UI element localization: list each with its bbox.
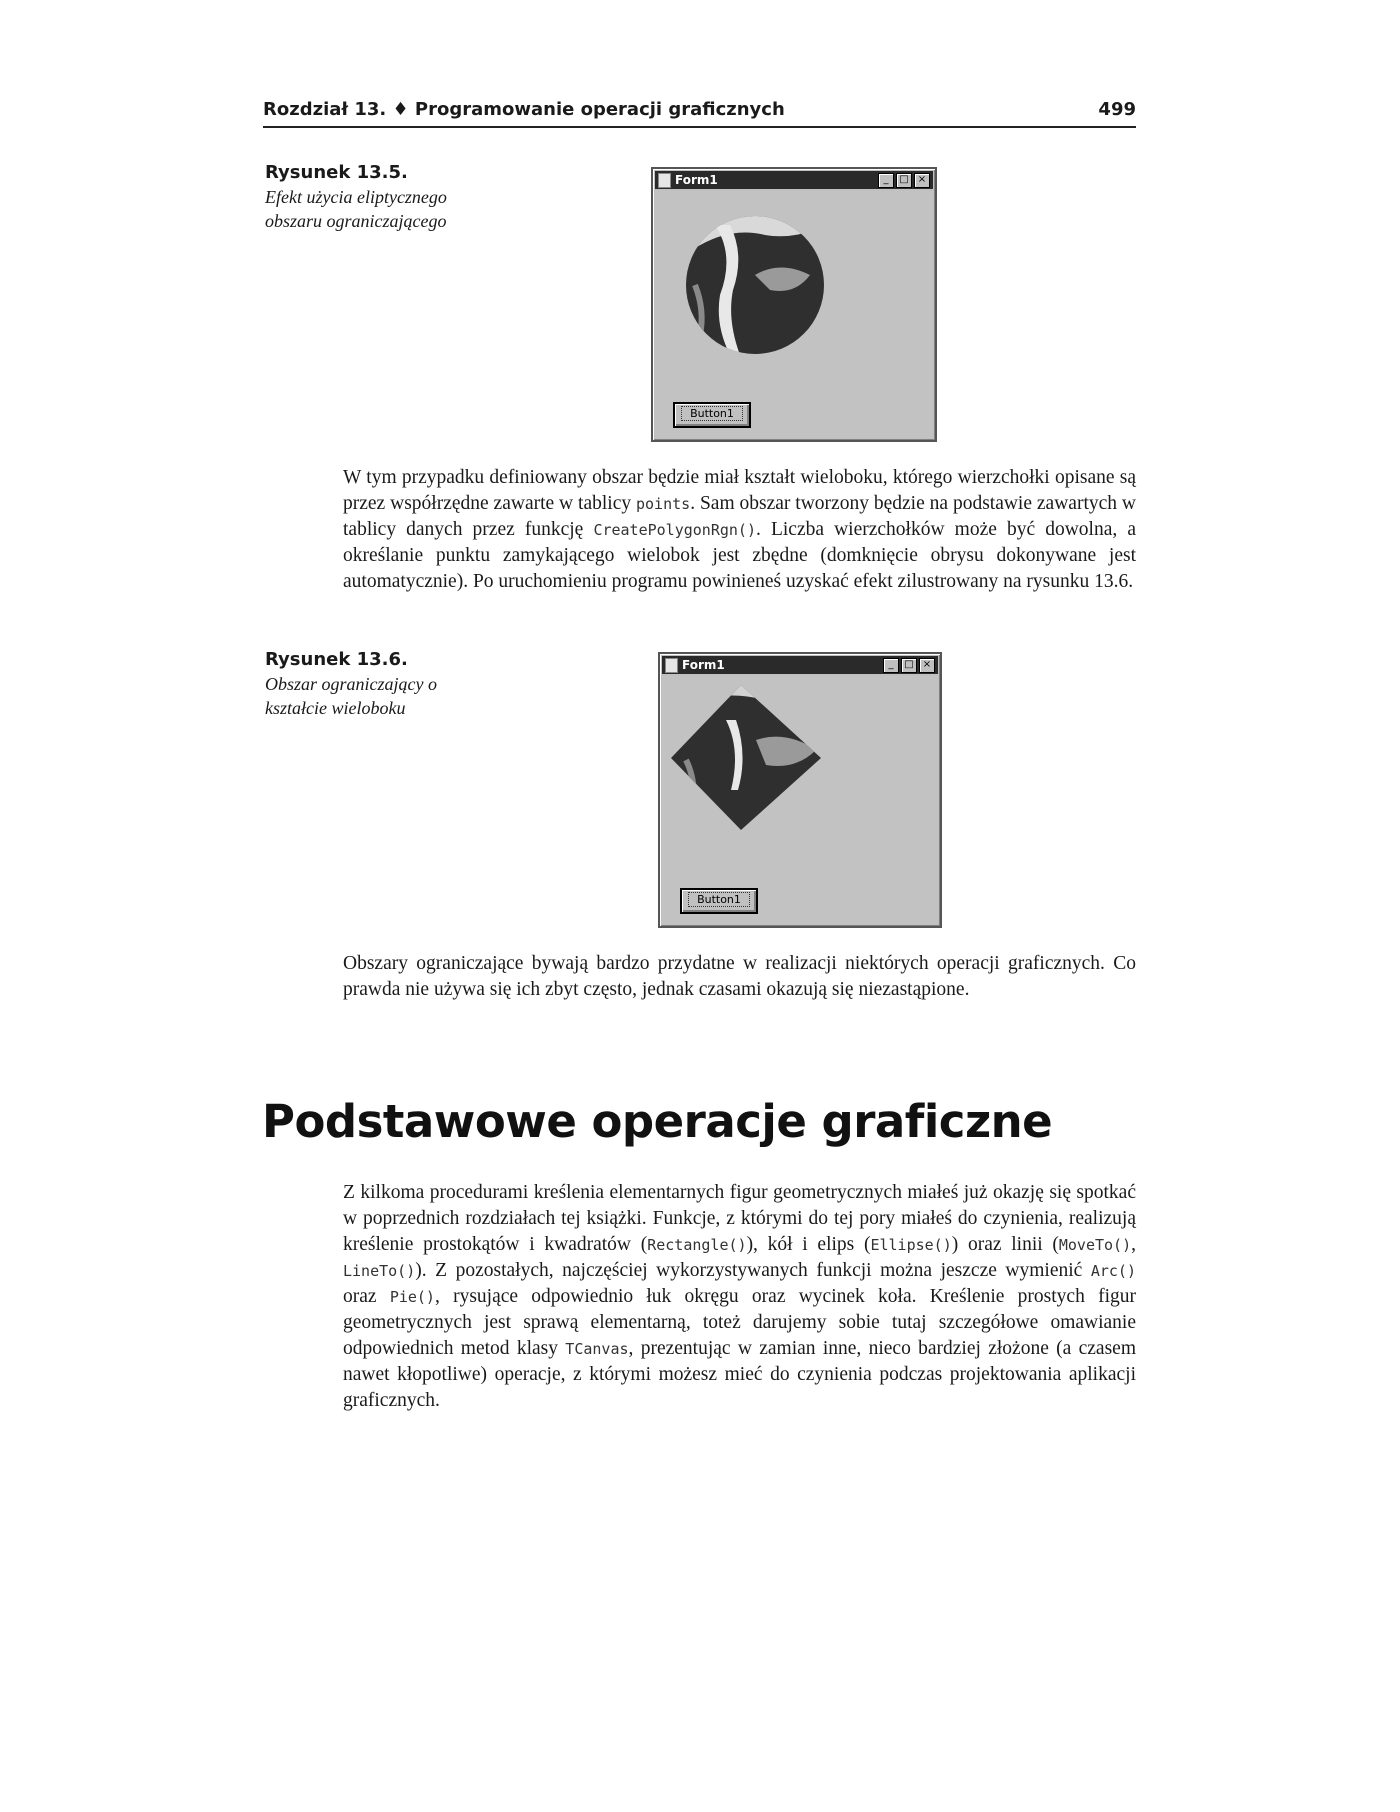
page-number: 499	[1098, 99, 1136, 120]
figure-caption-13-5	[265, 161, 465, 233]
window-titlebar	[655, 171, 933, 189]
application-icon	[665, 658, 678, 673]
elliptic-region-image	[685, 215, 825, 355]
paragraph-1: W tym przypadku definiowany obszar będzie miał kształt wieloboku, którego wierzchołki opisane są przez współrzędne zawarte w tablicy points. Sam obszar tworzony będzie na podstawie zawartych w tablicy danych przez funkcję CreatePolygonRgn(). Liczba wierzchołków może być dowolna, a określanie punktu zamykającego wielobok jest zbędne (domknięcie obrysu dokonywane jest automatycznie). Po uruchomieniu programu powinieneś uzyskać efekt zilustrowany na rysunku 13.6.	[343, 467, 1136, 592]
code-arc: Arc()	[1090, 1262, 1136, 1280]
section-heading: Podstawowe operacje graficzne	[262, 1095, 1053, 1148]
code-createpolygonrgn: CreatePolygonRgn()	[593, 521, 756, 539]
figure-caption-text: Efekt użycia eliptycznego obszaru ograniczającego	[265, 187, 447, 231]
maximize-button[interactable]: □	[896, 173, 912, 188]
minimize-button[interactable]: _	[883, 658, 899, 673]
code-pie: Pie()	[389, 1288, 435, 1306]
window-titlebar	[662, 656, 938, 674]
form1-window-ellipse	[651, 167, 937, 442]
paragraph-2: Obszary ograniczające bywają bardzo przydatne w realizacji niektórych operacji graficznych. Co prawda nie używa się ich zbyt często, jednak czasami okazują się niezastąpione.	[343, 953, 1136, 1000]
form1-window-polygon	[658, 652, 942, 928]
close-button[interactable]: ×	[914, 173, 930, 188]
close-button[interactable]: ×	[919, 658, 935, 673]
minimize-button[interactable]: _	[878, 173, 894, 188]
running-head	[263, 96, 1136, 128]
button1[interactable]: Button1	[680, 888, 758, 914]
figure-label: Rysunek 13.5.	[265, 162, 408, 183]
chapter-title: Rozdział 13. ♦ Programowanie operacji graficznych	[263, 99, 785, 120]
application-icon	[658, 173, 671, 188]
code-moveto: MoveTo()	[1058, 1236, 1132, 1254]
figure-label: Rysunek 13.6.	[265, 649, 408, 670]
code-ellipse: Ellipse()	[870, 1236, 952, 1254]
code-lineto: LineTo()	[343, 1262, 416, 1280]
window-title: Form1	[675, 173, 718, 187]
figure-caption-text: Obszar ograniczający o kształcie wieloboku	[265, 674, 437, 718]
window-client-area	[662, 676, 938, 924]
window-client-area	[655, 191, 933, 438]
window-title: Form1	[682, 658, 725, 672]
paragraph-3: Z kilkoma procedurami kreślenia elementarnych figur geometrycznych miałeś już okazję się spotkać w poprzednich rozdziałach tej książki. Funkcje, z którymi do tej pory miałeś do czynienia, realizują kreślenie prostokątów i kwadratów (Rectangle()), kół i elips (Ellipse()) oraz linii (MoveTo(), LineTo()). Z pozostałych, najczęściej wykorzystywanych funkcji można jeszcze wymienić Arc() oraz Pie(), rysujące odpowiednio łuk okręgu oraz wycinek koła. Kreślenie prostych figur geometrycznych jest sprawą elementarną, toteż darujemy sobie tutaj szczegółowe omawianie odpowiednich metod klasy TCanvas, prezentując w zamian inne, nieco bardziej złożone (a czasem nawet kłopotliwe) operacje, z którymi możesz mieć do czynienia podczas projektowania aplikacji graficznych.	[343, 1182, 1136, 1411]
maximize-button[interactable]: □	[901, 658, 917, 673]
code-rectangle: Rectangle()	[647, 1236, 747, 1254]
code-tcanvas: TCanvas	[565, 1340, 629, 1358]
polygon-region-image	[666, 680, 836, 840]
code-points: points	[636, 495, 691, 513]
button1[interactable]: Button1	[673, 402, 751, 428]
figure-caption-13-6	[265, 648, 465, 720]
